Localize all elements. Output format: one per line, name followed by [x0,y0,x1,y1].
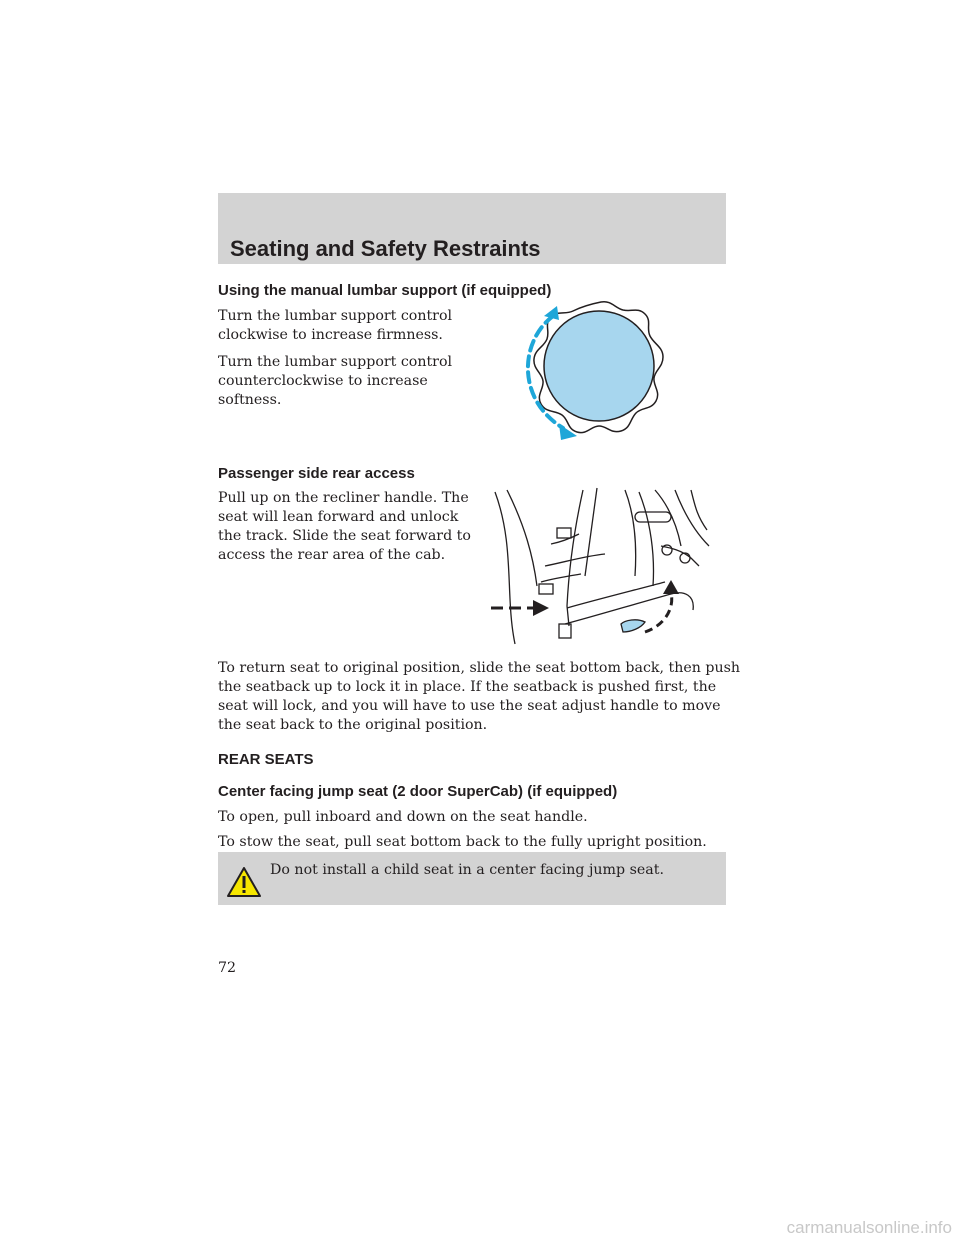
lumbar-paragraph-2: Turn the lumbar support control counterclockwise to increase softness. [218,354,453,408]
jump-seat-heading: Center facing jump seat (2 door SuperCab) (if equipped) [218,783,618,800]
recliner-pull-arrowhead [663,580,679,594]
passenger-access-heading: Passenger side rear access [218,465,415,482]
page-number: 72 [218,960,237,976]
recliner-handle [621,620,645,632]
slide-forward-arrowhead [533,600,549,616]
warning-triangle-icon [226,866,262,898]
jump-seat-paragraph-2: To stow the seat, pull seat bottom back to the fully upright position. [218,834,707,850]
section-title: Seating and Safety Restraints [230,236,541,261]
lumbar-knob-illustration [515,298,675,443]
section-header-band [218,193,726,264]
rear-seats-heading: REAR SEATS [218,751,314,768]
warning-box [218,852,726,905]
warning-text: Do not install a child seat in a center facing jump seat. [270,862,664,878]
seat-cushion-outline [565,593,693,624]
watermark-link[interactable]: carmanualsonline.info [786,1218,952,1237]
lumbar-heading: Using the manual lumbar support (if equipped) [218,282,552,299]
rotation-arrowhead-top [544,306,559,320]
door-edge-line [495,492,515,644]
seat-slot [635,512,671,522]
lumbar-paragraph-1: Turn the lumbar support control clockwise to increase firmness. [218,308,453,343]
lumbar-knob-face [544,311,654,421]
seat-recliner-illustration [485,486,715,651]
passenger-access-paragraph-1: Pull up on the recliner handle. The seat will lean forward and unlock the track. Slide the seat forward to access the rear area of the cab. [218,490,471,563]
passenger-access-paragraph-2: To return seat to original position, slide the seat bottom back, then push the seatback up to lock it in place. If the seatback is pushed first, the seat will lock, and you will have to use the seat adjust handle to move the seat back to the original position. [218,660,741,733]
jump-seat-paragraph-1: To open, pull inboard and down on the seat handle. [218,809,588,825]
